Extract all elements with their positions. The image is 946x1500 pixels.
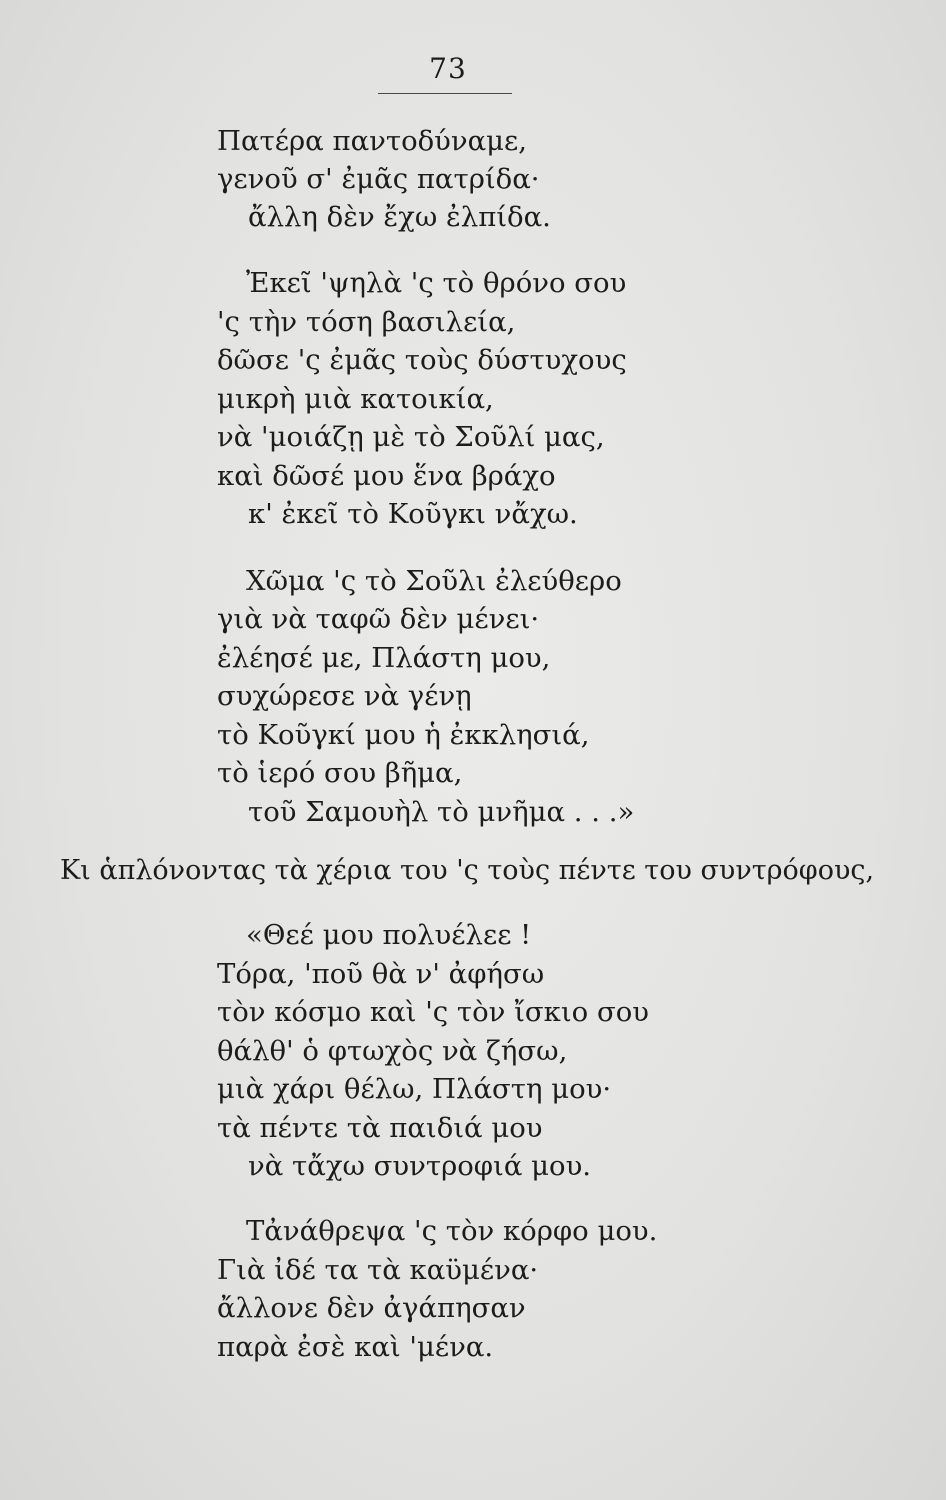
verse-line: θάλθ' ὁ φτωχὸς νὰ ζήσω,: [217, 1035, 568, 1067]
page-number: 73: [429, 52, 467, 85]
verse-line: Πατέρα παντοδύναμε,: [217, 125, 528, 157]
verse-line: γιὰ νὰ ταφῶ δὲν μένει·: [217, 603, 540, 635]
verse-line: συχώρεσε νὰ γένῃ: [217, 680, 472, 712]
verse-line: τὰ πέντε τὰ παιδιά μου: [217, 1112, 543, 1144]
verse-line: μικρὴ μιὰ κατοικία,: [217, 383, 494, 415]
verse-line: τὸ ἱερό σου βῆμα,: [217, 757, 463, 789]
verse-line: τοῦ Σαμουὴλ τὸ μνῆμα . . .»: [248, 796, 635, 828]
verse-line: δῶσε 'ς ἐμᾶς τοὺς δύστυχους: [217, 344, 627, 376]
verse-line: νὰ τἄχω συντροφιά μου.: [248, 1150, 592, 1182]
verse-line: Γιὰ ἰδέ τα τὰ καϋμένα·: [217, 1254, 539, 1286]
verse-line: τὸ Κοῦγκί μου ἡ ἐκκλησιά,: [217, 719, 590, 751]
verse-line: Ἐκεῖ 'ψηλὰ 'ς τὸ θρόνο σου: [246, 267, 627, 299]
verse-line: 'ς τὴν τόση βασιλεία,: [217, 306, 516, 338]
verse-line: κ' ἐκεῖ τὸ Κοῦγκι νἄχω.: [248, 498, 578, 530]
verse-line: τὸν κόσμο καὶ 'ς τὸν ἴσκιο σου: [217, 996, 649, 1028]
verse-line: ἄλλονε δὲν ἀγάπησαν: [217, 1292, 526, 1324]
verse-line: μιὰ χάρι θέλω, Πλάστη μου·: [217, 1073, 612, 1105]
verse-line: καὶ δῶσέ μου ἕνα βράχο: [217, 460, 556, 492]
narrative-line: Κι ἁπλόνοντας τὰ χέρια του 'ς τοὺς πέντε του συντρόφους,: [60, 855, 875, 886]
verse-line: Χῶμα 'ς τὸ Σοῦλι ἐλεύθερο: [246, 565, 622, 597]
verse-line: ἄλλη δὲν ἔχω ἐλπίδα.: [248, 201, 551, 233]
verse-line: ἐλέησέ με, Πλάστη μου,: [217, 642, 551, 674]
verse-line: Τόρα, 'ποῦ θὰ ν' ἀφήσω: [217, 958, 545, 990]
verse-line: νὰ 'μοιάζῃ μὲ τὸ Σοῦλί μας,: [217, 421, 605, 453]
verse-line: παρὰ ἐσὲ καὶ 'μένα.: [217, 1331, 494, 1363]
verse-line: «Θεέ μου πολυέλεε !: [246, 919, 532, 951]
header-rule: [378, 93, 512, 94]
verse-line: Τἀνάθρεψα 'ς τὸν κόρφο μου.: [246, 1215, 658, 1247]
verse-line: γενοῦ σ' ἐμᾶς πατρίδα·: [217, 163, 540, 195]
